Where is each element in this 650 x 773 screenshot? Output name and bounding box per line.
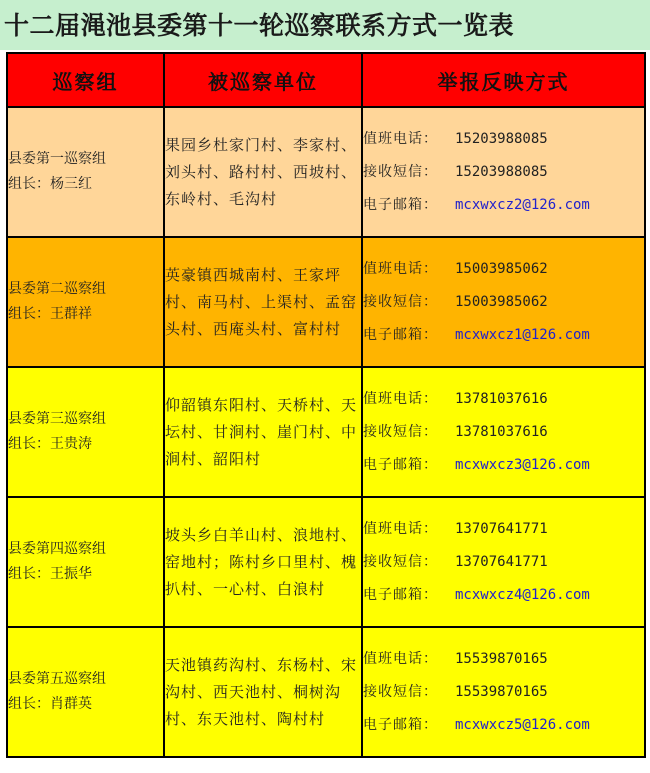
email-label: 电子邮箱： <box>363 586 438 603</box>
group-name: 县委第一巡察组 <box>8 151 106 167</box>
sms-value: 15203988085 <box>455 163 548 180</box>
email-label: 电子邮箱： <box>363 716 438 733</box>
phone-value: 15203988085 <box>455 130 548 147</box>
group-leader: 组长：肖群英 <box>8 696 92 712</box>
units-cell[interactable]: 仰韶镇东阳村、天桥村、天坛村、甘涧村、崖门村、中涧村、韶阳村 <box>164 367 362 497</box>
units-cell[interactable]: 果园乡杜家门村、李家村、刘头村、路村村、西坡村、东岭村、毛沟村 <box>164 107 362 237</box>
header-cell-contact[interactable]: 举报反映方式 <box>362 53 645 107</box>
contact-cell[interactable] <box>362 627 645 757</box>
units-cell[interactable]: 坡头乡白羊山村、浪地村、窑地村；陈村乡口里村、槐扒村、一心村、白浪村 <box>164 497 362 627</box>
phone-label: 值班电话： <box>363 650 438 667</box>
header-cell-group[interactable]: 巡察组 <box>7 53 164 107</box>
email-link[interactable]: mcxwxcz2@126.com <box>455 196 590 213</box>
sms-label: 接收短信： <box>363 293 438 310</box>
contact-table <box>6 52 646 758</box>
group-leader: 组长：王振华 <box>8 566 92 582</box>
email-link[interactable]: mcxwxcz5@126.com <box>455 716 590 733</box>
table-row <box>7 367 645 497</box>
email-label: 电子邮箱： <box>363 456 438 473</box>
group-leader: 组长：杨三红 <box>8 176 92 192</box>
sms-label: 接收短信： <box>363 163 438 180</box>
group-leader: 组长：王贵涛 <box>8 436 92 452</box>
email-label: 电子邮箱： <box>363 326 438 343</box>
group-name: 县委第三巡察组 <box>8 411 106 427</box>
table-row <box>7 107 645 237</box>
sms-value: 15539870165 <box>455 683 548 700</box>
group-name: 县委第五巡察组 <box>8 671 106 687</box>
group-cell[interactable] <box>7 237 164 367</box>
table-row <box>7 627 645 757</box>
phone-label: 值班电话： <box>363 520 438 537</box>
group-name: 县委第二巡察组 <box>8 281 106 297</box>
header-cell-units[interactable]: 被巡察单位 <box>164 53 362 107</box>
group-cell[interactable] <box>7 497 164 627</box>
email-link[interactable]: mcxwxcz4@126.com <box>455 586 590 603</box>
email-link[interactable]: mcxwxcz1@126.com <box>455 326 590 343</box>
header-row <box>7 53 645 107</box>
page-title: 十二届渑池县委第十一轮巡察联系方式一览表 <box>4 11 515 40</box>
phone-label: 值班电话： <box>363 260 438 277</box>
group-cell[interactable] <box>7 367 164 497</box>
sms-label: 接收短信： <box>363 553 438 570</box>
contact-cell[interactable] <box>362 237 645 367</box>
group-cell[interactable] <box>7 627 164 757</box>
phone-label: 值班电话： <box>363 130 438 147</box>
group-name: 县委第四巡察组 <box>8 541 106 557</box>
group-leader: 组长：王群祥 <box>8 306 92 322</box>
contact-cell[interactable] <box>362 367 645 497</box>
sms-value: 13707641771 <box>455 553 548 570</box>
sms-value: 13781037616 <box>455 423 548 440</box>
phone-value: 15003985062 <box>455 260 548 277</box>
title-bar <box>0 0 650 50</box>
phone-value: 13707641771 <box>455 520 548 537</box>
email-label: 电子邮箱： <box>363 196 438 213</box>
contact-cell[interactable] <box>362 107 645 237</box>
sms-value: 15003985062 <box>455 293 548 310</box>
table-row <box>7 497 645 627</box>
contact-cell[interactable] <box>362 497 645 627</box>
email-link[interactable]: mcxwxcz3@126.com <box>455 456 590 473</box>
group-cell[interactable] <box>7 107 164 237</box>
units-cell[interactable]: 天池镇药沟村、东杨村、宋沟村、西天池村、桐树沟村、东天池村、陶村村 <box>164 627 362 757</box>
phone-value: 13781037616 <box>455 390 548 407</box>
units-cell[interactable]: 英豪镇西城南村、王家坪村、南马村、上渠村、孟窑头村、西庵头村、富村村 <box>164 237 362 367</box>
table-row <box>7 237 645 367</box>
sms-label: 接收短信： <box>363 423 438 440</box>
sms-label: 接收短信： <box>363 683 438 700</box>
phone-label: 值班电话： <box>363 390 438 407</box>
phone-value: 15539870165 <box>455 650 548 667</box>
